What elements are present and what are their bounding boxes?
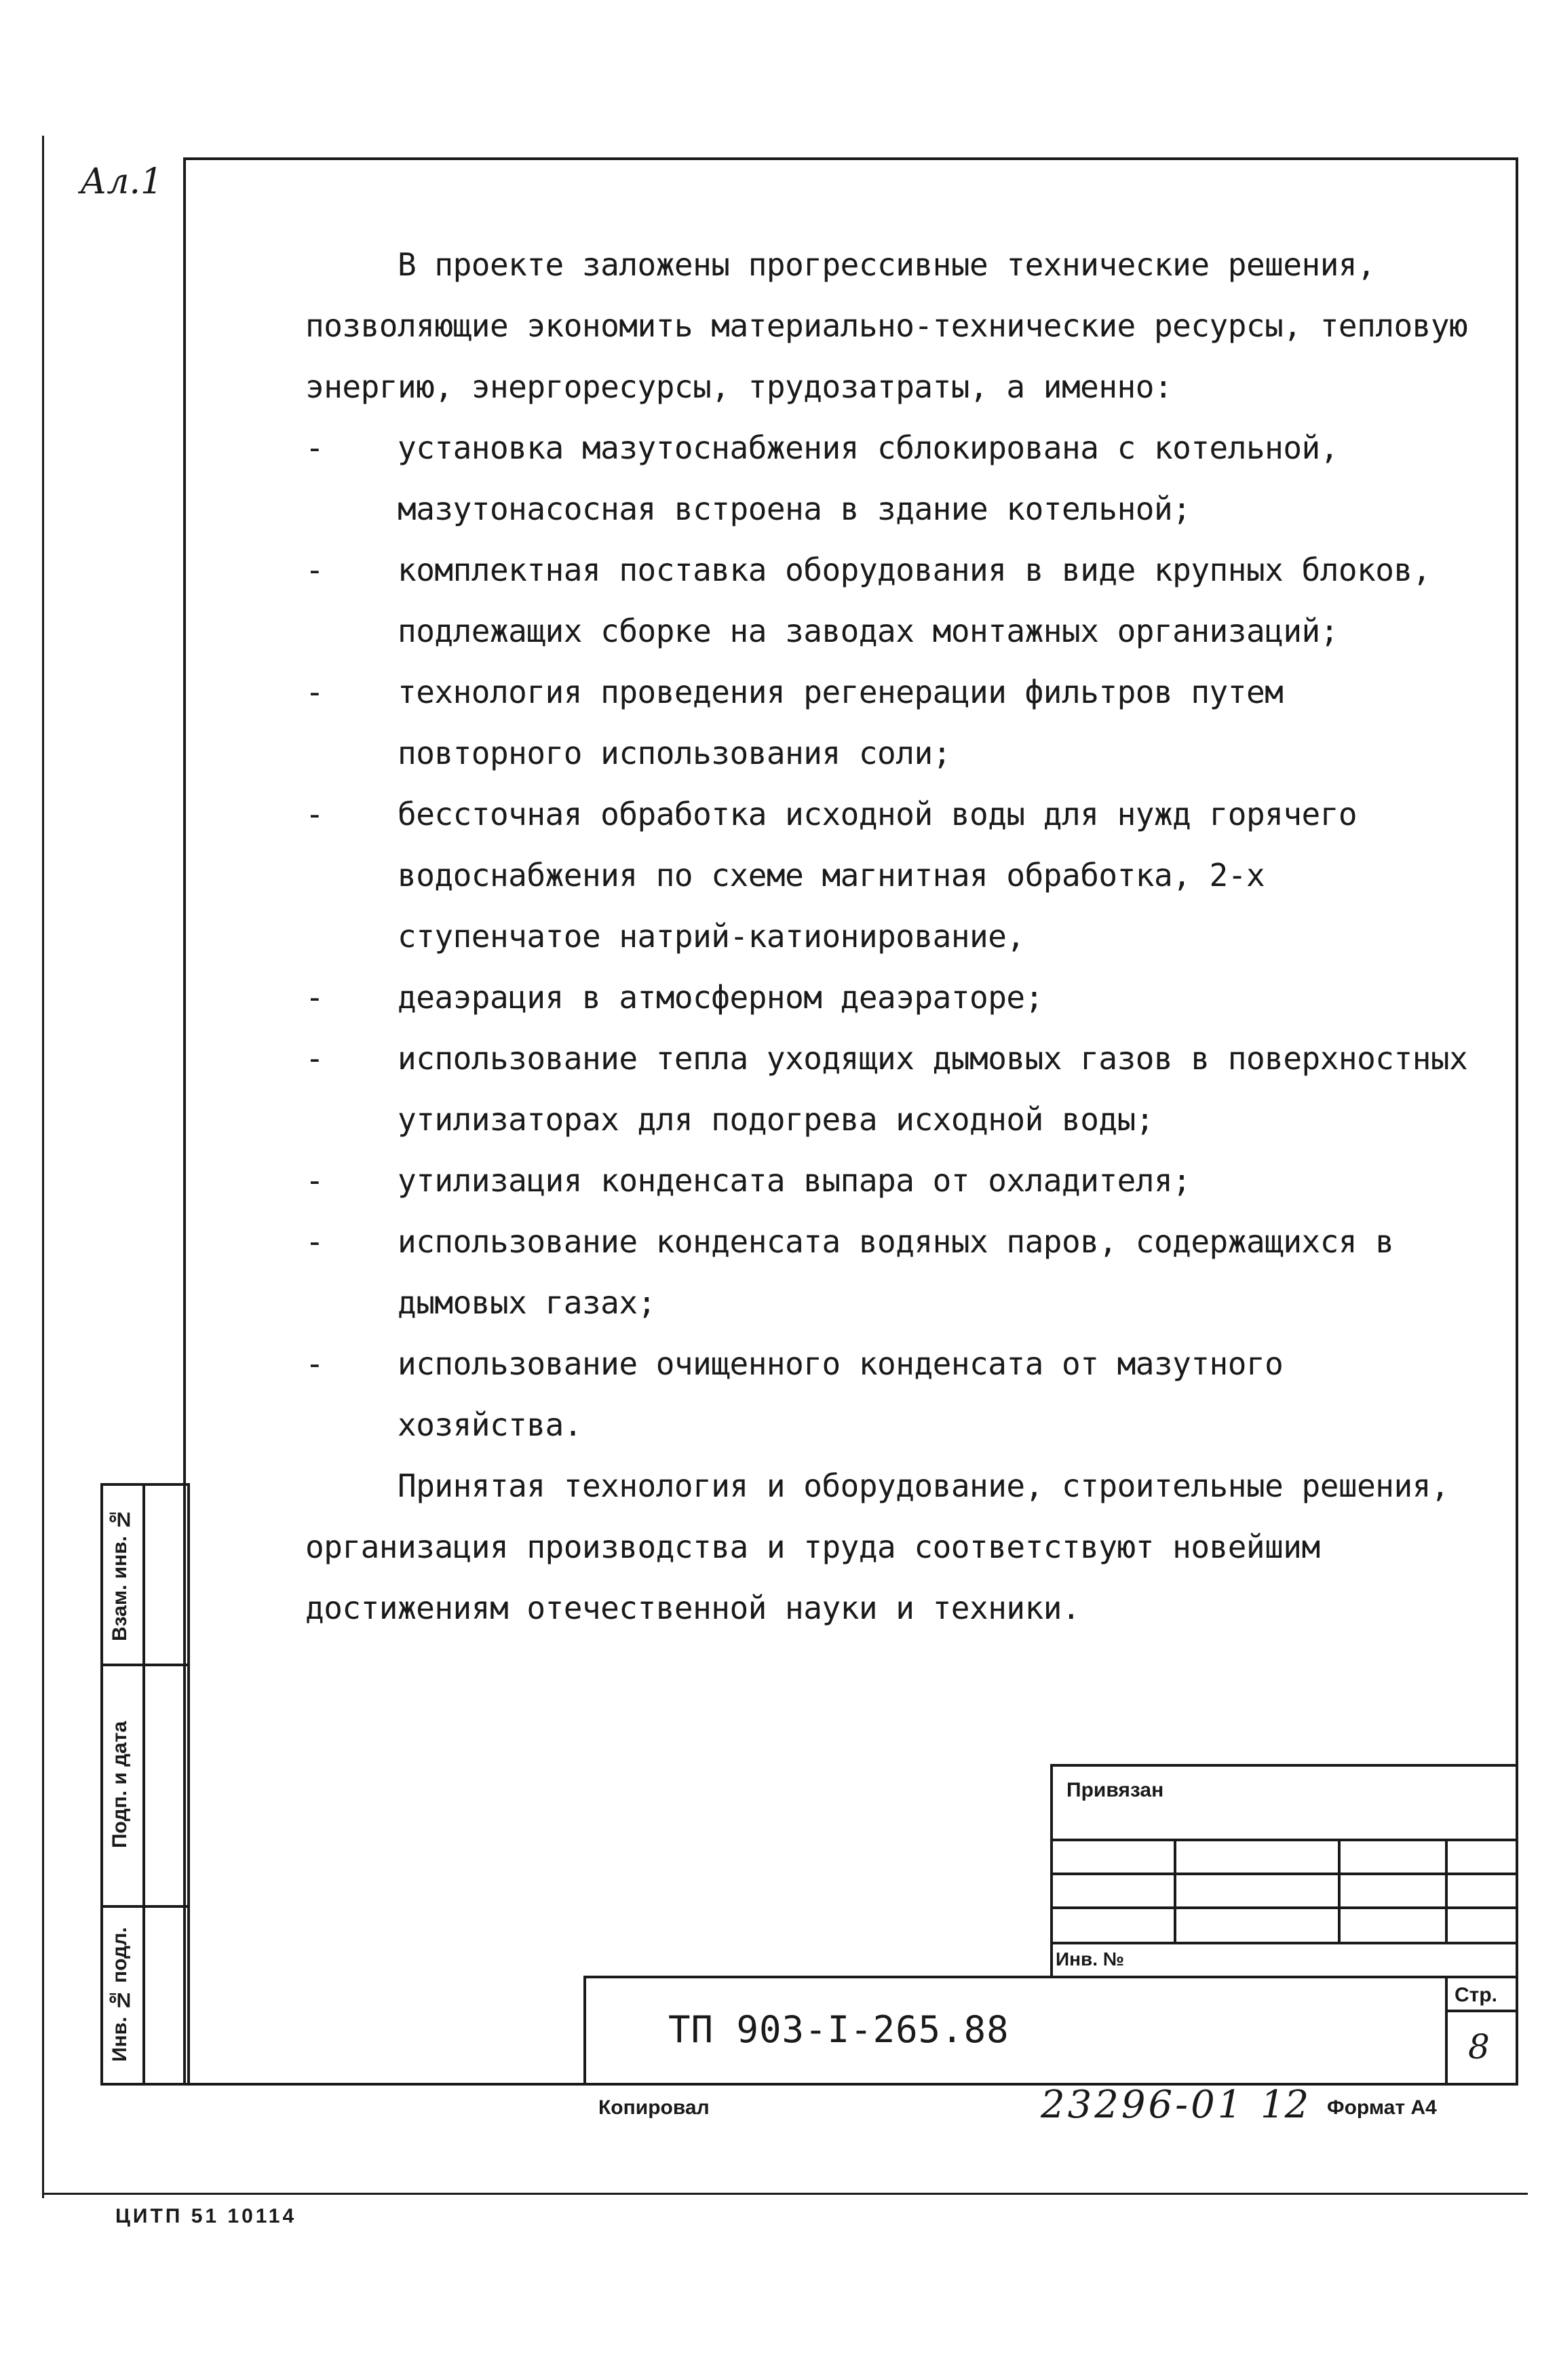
bottom-cut-line: [42, 2193, 1528, 2195]
list-item-text: бессточная обработка исходной воды для нужд горячего водоснабжения по схеме магнитная обработка, 2-х ступенчатое натрий-катионирование,: [398, 796, 1358, 955]
handwritten-sheet: 12: [1260, 2083, 1309, 2127]
corner-handwritten-mark: Ал.1: [80, 161, 163, 202]
list-item: [305, 417, 1472, 539]
printer-mark: ЦИТП 51 10114: [115, 2205, 297, 2227]
list-item: [305, 1150, 1472, 1211]
list-item: [305, 967, 1472, 1028]
list-item: [305, 784, 1472, 967]
document-code: ТП 903-I-265.88: [668, 2008, 1009, 2051]
list-item: [305, 1333, 1472, 1455]
list-item-text: использование конденсата водяных паров, содержащихся в дымовых газах;: [398, 1223, 1394, 1321]
binding-line: [42, 136, 44, 2198]
handwritten-code: 23296-01: [1041, 2083, 1245, 2127]
list-item-text: технология проведения регенерации фильтров путем повторного использования соли;: [398, 674, 1284, 771]
list-item-text: утилизация конденсата выпара от охладителя;: [398, 1162, 1191, 1199]
page-number: 8: [1468, 2027, 1490, 2067]
tb-row-4: [1050, 1942, 1518, 1944]
intro-paragraph: В проекте заложены прогрессивные технические решения, позволяющие экономить материально-технические ресурсы, тепловую энергию, энергоресурсы, трудозатраты, а именно:: [305, 246, 1468, 405]
list-bullet: -: [305, 1162, 324, 1199]
tb-col-1: [1174, 1839, 1176, 1942]
list-bullet: -: [305, 1223, 324, 1260]
list-bullet: -: [305, 429, 324, 466]
page-box-divider: [1445, 1976, 1448, 2086]
page-label: Стр.: [1455, 1984, 1498, 2006]
list-item-text: использование очищенного конденсата от мазутного хозяйства.: [398, 1345, 1284, 1443]
list-bullet: -: [305, 674, 324, 710]
list-item: [305, 1211, 1472, 1333]
tb-row-3: [1050, 1906, 1518, 1909]
list-bullet: -: [305, 796, 324, 832]
inv-no-label: Инв. №: [1056, 1949, 1125, 1970]
list-bullet: -: [305, 1040, 324, 1077]
closing-paragraph: Принятая технология и оборудование, строительные решения, организация производства и труда соответствуют новейшим достижениям отечественной науки и техники.: [305, 1467, 1450, 1626]
format-label: Формат А4: [1327, 2096, 1437, 2119]
measures-list: [305, 417, 1472, 1455]
tb-col-2: [1338, 1839, 1341, 1942]
list-item: [305, 661, 1472, 784]
side-label-vzam-inv: Взам. инв. №: [109, 1508, 131, 1642]
list-item: [305, 539, 1472, 661]
list-bullet: -: [305, 979, 324, 1016]
page-box-row: [1445, 2010, 1518, 2012]
list-item: [305, 1028, 1472, 1150]
list-item-text: использование тепла уходящих дымовых газов в поверхностных утилизаторах для подогрева исходной воды;: [398, 1040, 1468, 1138]
privyazan-label: Привязан: [1066, 1779, 1164, 1801]
tb-row-2: [1050, 1873, 1518, 1875]
side-label-podp-data: Подп. и дата: [109, 1721, 131, 1848]
list-bullet: -: [305, 1345, 324, 1382]
kopiroval-label: Копировал: [598, 2096, 710, 2119]
tb-row-1: [1050, 1839, 1518, 1841]
side-label-inv-podl: Инв. № подл.: [109, 1927, 131, 2062]
list-item-text: установка мазутоснабжения сблокирована с котельной, мазутонасосная встроена в здание котельной;: [398, 429, 1339, 527]
body-text: [305, 234, 1472, 1638]
tb-col-3: [1445, 1839, 1448, 1942]
list-item-text: деаэрация в атмосферном деаэраторе;: [398, 979, 1043, 1016]
list-bullet: -: [305, 552, 324, 588]
list-item-text: комплектная поставка оборудования в виде крупных блоков, подлежащих сборке на заводах монтажных организаций;: [398, 552, 1431, 649]
side-stamp-divider: [142, 1483, 145, 2086]
